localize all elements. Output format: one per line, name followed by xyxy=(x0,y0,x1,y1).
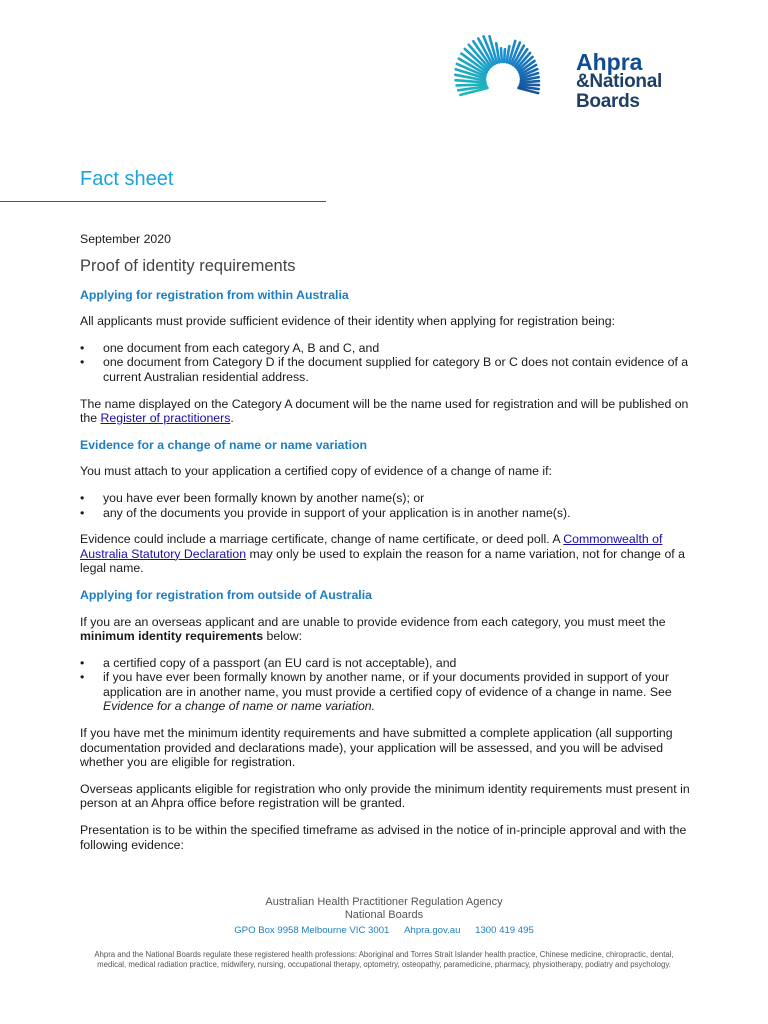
logo-line-ahpra: Ahpra xyxy=(576,49,643,75)
document-body xyxy=(80,232,690,864)
text: Evidence could include a marriage certificate, change of name certificate, or deed poll. A xyxy=(80,532,564,547)
bold-text: minimum identity requirements xyxy=(80,629,264,644)
list-item: • you have ever been formally known by another name(s); or xyxy=(80,491,690,506)
header-divider xyxy=(0,201,326,202)
paragraph: All applicants must provide sufficient evidence of their identity when applying for registration being: xyxy=(80,314,615,329)
paragraph xyxy=(80,397,690,426)
list-item: • any of the documents you provide in support of your application is in another name(s). xyxy=(80,506,690,521)
list-item: • one document from Category D if the document supplied for category B or C does not contain evidence of a current Australian residential address. xyxy=(80,355,690,384)
text: The name displayed on the Category A document will be the name used for registration and will be published on the xyxy=(80,396,689,426)
footer-professions: Ahpra and the National Boards regulate these registered health professions: Aboriginal and Torres Strait Islander health practice, Chinese medicine, chiropractic, dental, medical, medical radiation practice, midwifery, nursing, occupational therapy, optometry, osteopathy, paramedicine, pharmacy, physiotherapy, podiatry and psychology. xyxy=(94,950,674,969)
bullet-list xyxy=(80,491,690,520)
logo-ray xyxy=(521,81,539,83)
text: . xyxy=(230,411,234,426)
register-of-practitioners-link[interactable]: Register of practitioners xyxy=(100,411,231,426)
bullet-list xyxy=(80,341,690,385)
list-item: • a certified copy of a passport (an EU card is not acceptable), and xyxy=(80,656,690,671)
list-item: • one document from each category A, B and C, and xyxy=(80,341,690,356)
section-heading-within-australia: Applying for registration from within Australia xyxy=(80,287,349,302)
logo-ray xyxy=(457,85,486,86)
text: may only be used to explain the reason for a name variation, not for change of a legal name. xyxy=(80,546,685,576)
page-footer xyxy=(80,896,688,970)
text: If you are an overseas applicant and are unable to provide evidence from each category, you must meet the xyxy=(80,614,666,629)
footer-agency: Australian Health Practitioner Regulation Agency xyxy=(265,896,503,908)
footer-website[interactable]: Ahpra.gov.au xyxy=(404,925,461,936)
footer-phone: 1300 419 495 xyxy=(475,925,534,936)
ahpra-australia-mark-icon xyxy=(428,26,574,126)
italic-text: Evidence for a change of name or name variation. xyxy=(103,699,376,714)
bullet-list xyxy=(80,656,690,714)
logo-wordmark xyxy=(576,49,662,112)
paragraph xyxy=(80,532,690,576)
paragraph: Presentation is to be within the specified timeframe as advised in the notice of in-principle approval and with the following evidence: xyxy=(80,823,687,852)
paragraph xyxy=(80,615,690,644)
paragraph: If you have met the minimum identity requirements and have submitted a complete application (all supporting documentation provided and declarations made), your application will be assessed, and you will be advised whether you are eligible for registration. xyxy=(80,726,673,770)
paragraph: You must attach to your application a certified copy of evidence of a change of name if: xyxy=(80,464,552,479)
section-heading-outside-australia: Applying for registration from outside of Australia xyxy=(80,587,372,602)
list-item xyxy=(80,670,690,714)
document-title: Proof of identity requirements xyxy=(80,256,296,275)
footer-boards: National Boards xyxy=(344,909,424,921)
logo-ray xyxy=(501,48,502,62)
logo-line-boards: Boards xyxy=(576,91,640,112)
paragraph: Overseas applicants eligible for registration who only provide the minimum identity requirements must present in person at an Ahpra office before registration will be granted. xyxy=(80,781,690,811)
section-heading-change-of-name: Evidence for a change of name or name variation xyxy=(80,437,368,452)
text: if you have ever been formally known by another name, or if your documents provided in support of your application are in another name, you must provide a certified copy of evidence of a change in name. See xyxy=(103,670,672,699)
text: below: xyxy=(263,629,303,644)
logo-ray xyxy=(504,49,505,62)
logo-line-national: &National xyxy=(576,71,662,92)
footer-address: GPO Box 9958 Melbourne VIC 3001 xyxy=(234,925,390,936)
statutory-declaration-link[interactable]: Commonwealth of Australia Statutory Declaration xyxy=(80,532,663,561)
document-date: September 2020 xyxy=(80,232,171,246)
document-type: Fact sheet xyxy=(80,168,174,190)
ahpra-logo xyxy=(428,26,690,126)
logo-ray xyxy=(520,85,539,86)
footer-contact xyxy=(80,924,688,937)
